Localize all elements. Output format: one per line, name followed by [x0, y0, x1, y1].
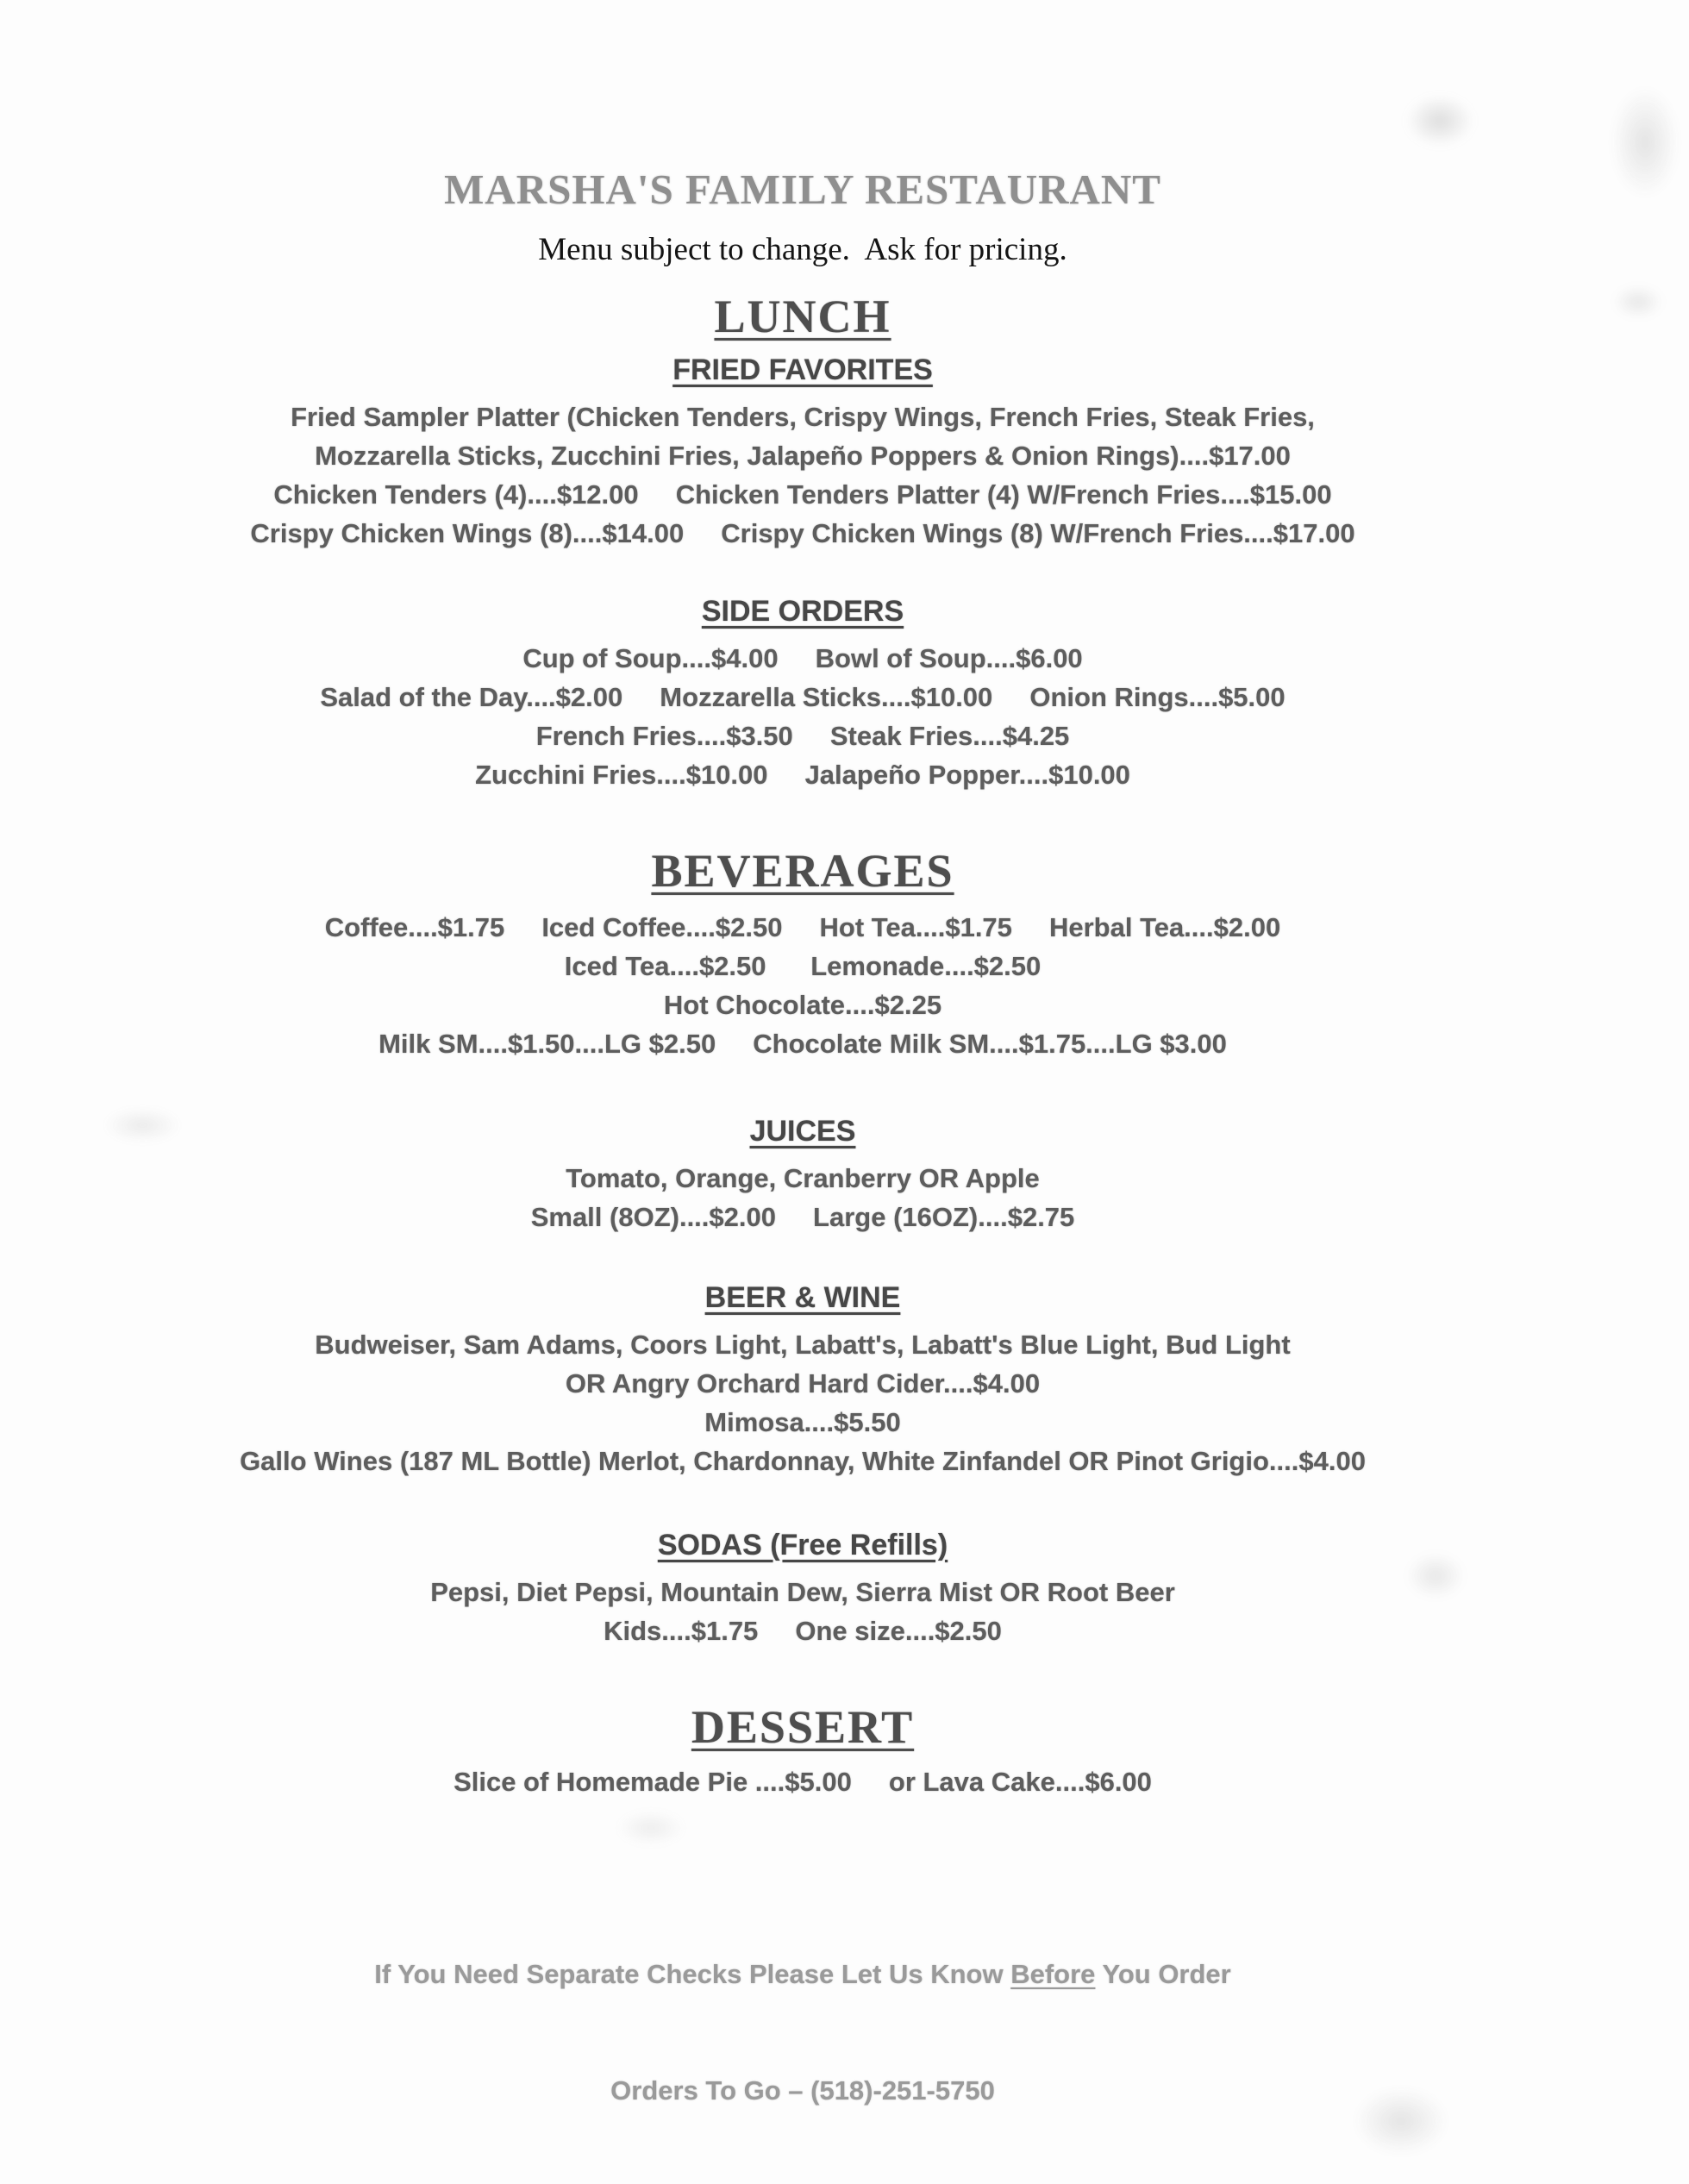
section-lines	[0, 1325, 1605, 1480]
section-lines	[0, 639, 1605, 794]
menu-line: Salad of the Day....$2.00 Mozzarella Sticks....$10.00 Onion Rings....$5.00	[320, 682, 1286, 712]
menu-line: Milk SM....$1.50....LG $2.50 Chocolate Milk SM....$1.75....LG $3.00	[378, 1029, 1227, 1059]
orders-to-go-phone: Orders To Go – (518)-251-5750	[610, 2075, 995, 2106]
menu-line: Budweiser, Sam Adams, Coors Light, Labatt's, Labatt's Blue Light, Bud Light	[315, 1330, 1291, 1360]
menu-line: Cup of Soup....$4.00 Bowl of Soup....$6.00	[522, 643, 1083, 673]
menu-line: French Fries....$3.50 Steak Fries....$4.25	[535, 721, 1070, 751]
menu-line: Iced Tea....$2.50 Lemonade....$2.50	[564, 951, 1042, 981]
section-heading-juices: JUICES	[749, 1115, 856, 1148]
menu-line: Coffee....$1.75 Iced Coffee....$2.50 Hot Tea....$1.75 Herbal Tea....$2.00	[324, 912, 1281, 942]
menu-line: Mimosa....$5.50	[704, 1407, 901, 1437]
menu-line: Fried Sampler Platter (Chicken Tenders, Crispy Wings, French Fries, Steak Fries,	[291, 402, 1315, 432]
section-heading-dessert: DESSERT	[691, 1701, 915, 1753]
menu-disclaimer: Menu subject to change. Ask for pricing.	[538, 232, 1067, 267]
note-prefix: If You Need Separate Checks Please Let Us Know	[374, 1959, 1011, 1989]
restaurant-title: MARSHA'S FAMILY RESTAURANT	[444, 166, 1161, 213]
section-lines	[0, 908, 1605, 1063]
section-heading-side-orders: SIDE ORDERS	[701, 595, 904, 628]
note-suffix: You Order	[1095, 1959, 1231, 1989]
section-juices	[0, 1111, 1605, 1236]
menu-line: Kids....$1.75 One size....$2.50	[604, 1616, 1002, 1646]
menu-line: Chicken Tenders (4)....$12.00 Chicken Tenders Platter (4) W/French Fries....$15.00	[273, 479, 1332, 510]
menu-line: Slice of Homemade Pie ....$5.00 or Lava Cake....$6.00	[454, 1767, 1152, 1797]
section-heading-fried-favorites: FRIED FAVORITES	[672, 354, 933, 386]
note-underlined-word: Before	[1010, 1959, 1096, 1989]
section-dessert	[0, 1700, 1605, 1801]
section-beer-wine	[0, 1278, 1605, 1480]
section-lines	[0, 397, 1605, 553]
menu-line: Small (8OZ)....$2.00 Large (16OZ)....$2.75	[530, 1202, 1075, 1232]
menu-line: Crispy Chicken Wings (8)....$14.00 Crispy Chicken Wings (8) W/French Fries....$17.00	[250, 518, 1355, 548]
section-heading-beverages: BEVERAGES	[651, 845, 954, 897]
menu-line: OR Angry Orchard Hard Cider....$4.00	[565, 1368, 1041, 1399]
section-lines	[0, 1573, 1605, 1650]
footer-notes	[0, 1877, 1605, 2184]
lunch-heading: LUNCH	[714, 291, 891, 342]
scan-artifact	[1612, 285, 1664, 319]
section-sodas	[0, 1525, 1605, 1650]
menu-line: Tomato, Orange, Cranberry OR Apple	[566, 1163, 1040, 1193]
section-fried-favorites	[0, 350, 1605, 553]
section-heading-sodas: SODAS (Free Refills)	[657, 1529, 948, 1561]
scan-artifact	[1611, 86, 1680, 198]
separate-checks-note	[0, 1955, 1605, 1993]
section-heading-beer-wine: BEER & WINE	[704, 1281, 901, 1314]
section-lines	[0, 1762, 1605, 1801]
menu-line: Zucchini Fries....$10.00 Jalapeño Popper....$10.00	[475, 760, 1130, 790]
menu-line: Hot Chocolate....$2.25	[663, 990, 942, 1020]
section-lines	[0, 1159, 1605, 1236]
menu-line: Pepsi, Diet Pepsi, Mountain Dew, Sierra Mist OR Root Beer	[430, 1577, 1175, 1607]
section-beverages	[0, 844, 1605, 1063]
menu-line: Mozzarella Sticks, Zucchini Fries, Jalapeño Poppers & Onion Rings)....$17.00	[315, 441, 1291, 471]
section-side-orders	[0, 591, 1605, 794]
menu-line: Gallo Wines (187 ML Bottle) Merlot, Chardonnay, White Zinfandel OR Pinot Grigio....$4.00	[240, 1446, 1366, 1476]
